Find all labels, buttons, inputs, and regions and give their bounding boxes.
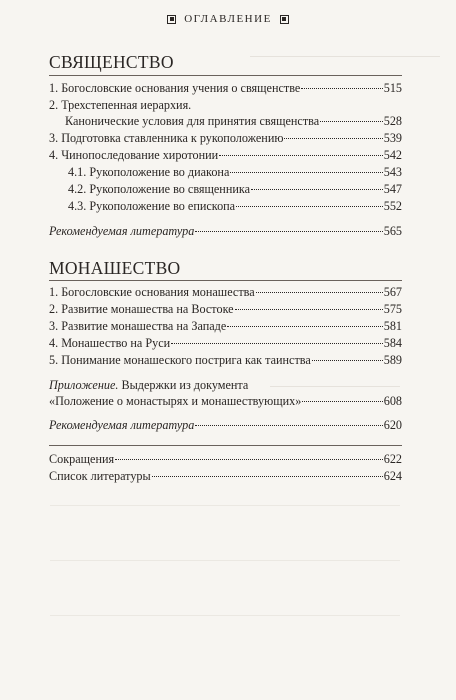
page-number: 589 bbox=[383, 353, 402, 367]
page-number: 515 bbox=[383, 81, 402, 95]
toc-appendix-title: «Положение о монастырях и монашествующих» 608 bbox=[49, 394, 402, 408]
page-number: 539 bbox=[383, 131, 402, 145]
page-number: 567 bbox=[383, 285, 402, 299]
toc-literature: Рекомендуемая литература 565 bbox=[49, 224, 402, 238]
toc-entry: 2. Трехстепенная иерархия. bbox=[49, 98, 192, 112]
toc-entry: 4. Монашество на Руси 584 bbox=[49, 336, 402, 350]
page-number: 528 bbox=[383, 114, 402, 128]
toc-subentry: 4.2. Рукоположение во священника 547 bbox=[68, 182, 402, 196]
page-number: 608 bbox=[383, 394, 402, 408]
toc-header bbox=[0, 13, 456, 25]
toc-entry: Канонические условия для принятия священства 528 bbox=[65, 114, 402, 128]
page-number: 552 bbox=[383, 199, 402, 213]
ornament-square-icon bbox=[167, 15, 176, 24]
section-title-priesthood: СВЯЩЕНСТВО bbox=[49, 52, 174, 72]
page-number: 565 bbox=[383, 224, 402, 238]
toc-entry: 3. Подготовка ставленника к рукоположению 539 bbox=[49, 131, 402, 145]
section-title-monasticism: МОНАШЕСТВО bbox=[49, 258, 181, 278]
toc-subentry: 4.3. Рукоположение во епископа 552 bbox=[68, 199, 402, 213]
ornament-square-icon bbox=[280, 15, 289, 24]
toc-entry: 5. Понимание монашеского пострига как таинства 589 bbox=[49, 353, 402, 367]
page-number: 581 bbox=[383, 319, 402, 333]
page-number: 620 bbox=[383, 418, 402, 432]
page-number: 547 bbox=[383, 182, 402, 196]
section-rule bbox=[49, 280, 402, 281]
toc-literature: Рекомендуемая литература 620 bbox=[49, 418, 402, 432]
page-number: 584 bbox=[383, 336, 402, 350]
toc-entry: 4. Чинопоследование хиротонии 542 bbox=[49, 148, 402, 162]
section-rule bbox=[49, 445, 402, 446]
toc-appendix: Приложение. Выдержки из документа bbox=[49, 378, 249, 392]
bleed-through-decoration bbox=[50, 615, 400, 616]
toc-subentry: 4.1. Рукоположение во диакона 543 bbox=[68, 165, 402, 179]
toc-entry: 1. Богословские основания учения о священстве 515 bbox=[49, 81, 402, 95]
bleed-through-decoration bbox=[50, 505, 400, 506]
toc-entry-bibliography: Список литературы 624 bbox=[49, 469, 402, 483]
toc-entry: 1. Богословские основания монашества 567 bbox=[49, 285, 402, 299]
page-number: 542 bbox=[383, 148, 402, 162]
page-number: 622 bbox=[383, 452, 402, 466]
section-rule bbox=[49, 75, 402, 76]
toc-entry-abbreviations: Сокращения 622 bbox=[49, 452, 402, 466]
page-number: 575 bbox=[383, 302, 402, 316]
toc-entry: 2. Развитие монашества на Востоке 575 bbox=[49, 302, 402, 316]
toc-entry: 3. Развитие монашества на Западе 581 bbox=[49, 319, 402, 333]
bleed-through-decoration bbox=[50, 560, 400, 561]
bleed-through-decoration bbox=[250, 56, 440, 69]
page-number: 624 bbox=[383, 469, 402, 483]
toc-title: ОГЛАВЛЕНИЕ bbox=[184, 13, 272, 25]
page-number: 543 bbox=[383, 165, 402, 179]
